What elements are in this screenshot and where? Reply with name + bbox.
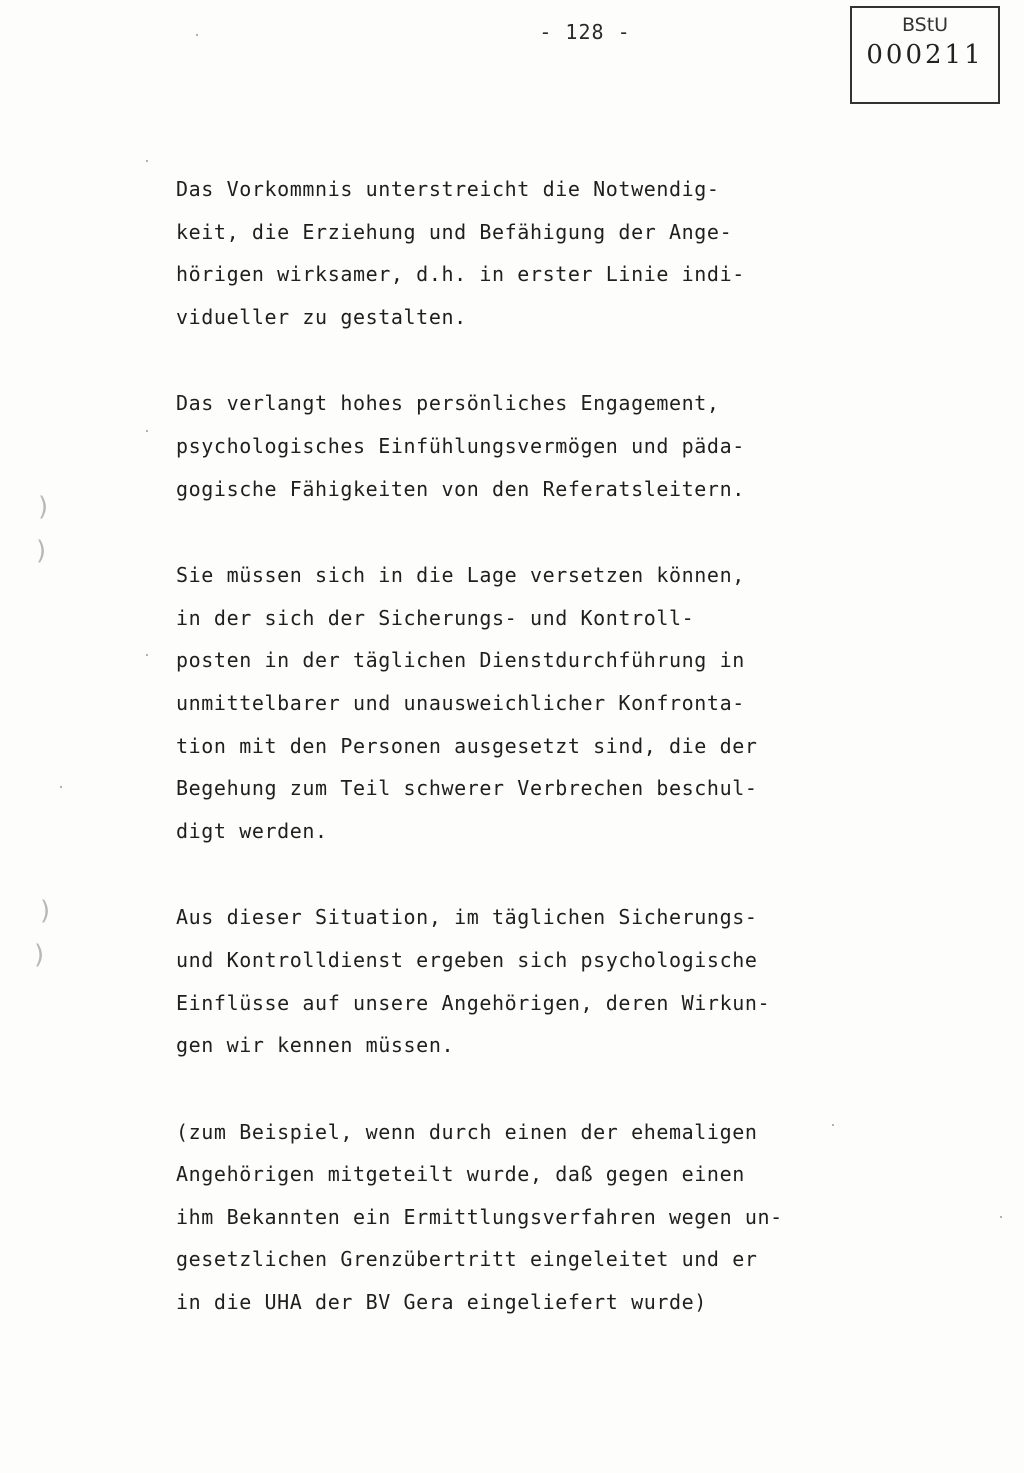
text-line: keit, die Erziehung und Befähigung der Ange- [176, 219, 733, 244]
scan-speck [146, 654, 148, 656]
text-line: Das Vorkommnis unterstreicht die Notwendig- [176, 177, 720, 201]
text-line: hörigen wirksamer, d.h. in erster Linie indi- [176, 262, 745, 287]
paragraph-3 [176, 554, 796, 852]
archive-stamp [850, 6, 1000, 104]
scan-speck [60, 786, 62, 788]
text-line: Das verlangt hohes persönliches Engagement, [176, 391, 720, 416]
text-line: in die UHA der BV Gera eingeliefert wurde) [176, 1290, 707, 1315]
punch-hole-mark: ) [38, 492, 49, 522]
text-line: und Kontrolldienst ergeben sich psychologische [176, 947, 758, 972]
text-line: Begehung zum Teil schwerer Verbrechen beschul- [176, 776, 758, 801]
punch-hole-mark: ) [40, 896, 51, 926]
page-number: - 128 - [539, 20, 631, 44]
text-line: ihm Bekannten ein Ermittlungsverfahren wegen un- [176, 1204, 783, 1229]
text-line: unmittelbarer und unausweichlicher Konfronta- [176, 690, 745, 715]
text-line: gen wir kennen müssen. [176, 1033, 455, 1058]
text-line: Sie müssen sich in die Lage versetzen können, [176, 563, 745, 588]
text-line: tion mit den Personen ausgesetzt sind, die der [176, 733, 758, 758]
scan-speck [1000, 1216, 1002, 1218]
text-line: digt werden. [176, 818, 328, 843]
paragraph-1 [176, 168, 796, 338]
document-body [176, 168, 796, 1368]
text-line: psychologisches Einfühlungsvermögen und päda- [176, 433, 745, 458]
paragraph-5 [176, 1111, 796, 1324]
text-line: (zum Beispiel, wenn durch einen der ehemaligen [176, 1119, 758, 1144]
punch-hole-mark: ) [34, 940, 45, 970]
text-line: gogische Fähigkeiten von den Referatsleitern. [176, 476, 745, 501]
scan-speck [146, 430, 148, 432]
text-line: Aus dieser Situation, im täglichen Sicherungs- [176, 905, 758, 930]
scan-speck [146, 160, 148, 162]
text-line: vidueller zu gestalten. [176, 304, 467, 329]
paragraph-2 [176, 382, 796, 510]
text-line: Angehörigen mitgeteilt wurde, daß gegen einen [176, 1162, 745, 1187]
scan-speck [196, 34, 198, 36]
text-line: posten in der täglichen Dienstdurchführung in [176, 648, 745, 673]
punch-hole-mark: ) [36, 536, 47, 566]
stamp-number: 000211 [866, 40, 984, 70]
text-line: Einflüsse auf unsere Angehörigen, deren Wirkun- [176, 990, 771, 1015]
stamp-label: BStU [901, 14, 949, 36]
scan-speck [832, 1124, 834, 1126]
text-line: in der sich der Sicherungs- und Kontroll- [176, 605, 695, 630]
text-line: gesetzlichen Grenzübertritt eingeleitet und er [176, 1247, 758, 1272]
paragraph-4 [176, 896, 796, 1066]
